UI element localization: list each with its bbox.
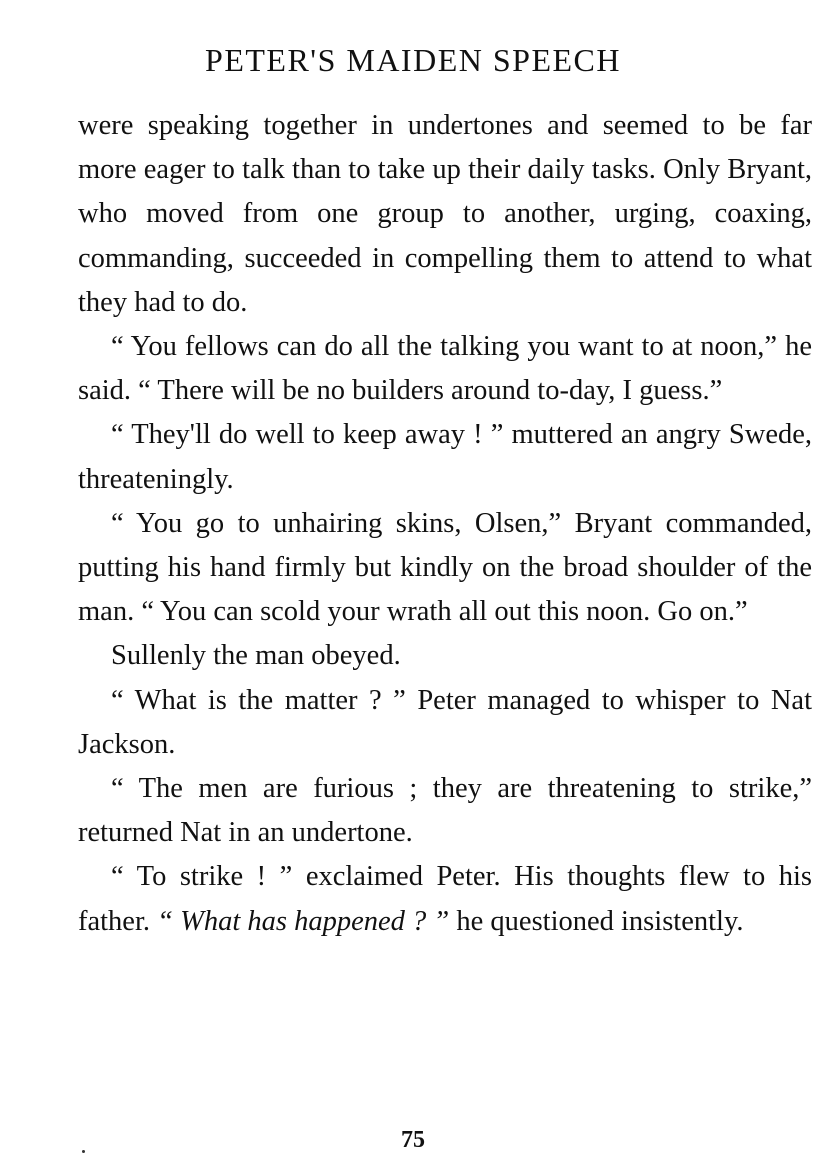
paragraph-5: Sullenly the man obeyed. <box>111 640 401 672</box>
running-head: PETER'S MAIDEN SPEECH <box>205 42 621 78</box>
paragraph-8-tail: he questioned insistently. <box>449 905 744 937</box>
paragraph-1: were speaking together in undertones and seemed to be far more eager to talk than to take up their daily tasks. Only Bryant, who moved from one group to another, urging, coaxing, commanding, succeeded in compelling them to attend to what they had to do. <box>78 110 812 318</box>
page-number: 75 <box>401 1127 425 1153</box>
paragraph-8-italic-quote: “ What has happened ? ” <box>157 905 450 937</box>
body-text <box>78 104 812 944</box>
paragraph-8-text: “ To strike ! ” exclaimed Peter. His thoughts flew to his father. <box>78 861 812 937</box>
paragraph-4: “ You go to unhairing skins, Olsen,” Bryant commanded, putting his hand firmly but kindly on the broad shoulder of the man. “ You can scold your wrath all out this noon. Go on.” <box>78 507 812 628</box>
paragraph-8 <box>78 855 812 943</box>
paragraph-3: “ They'll do well to keep away ! ” muttered an angry Swede, threateningly. <box>78 419 812 495</box>
paragraph-2: “ You fellows can do all the talking you want to at noon,” he said. “ There will be no builders around to-day, I guess.” <box>78 331 812 407</box>
paragraph-6: “ What is the matter ? ” Peter managed to whisper to Nat Jackson. <box>78 684 812 760</box>
paragraph-7: “ The men are furious ; they are threatening to strike,” returned Nat in an undertone. <box>78 773 812 849</box>
